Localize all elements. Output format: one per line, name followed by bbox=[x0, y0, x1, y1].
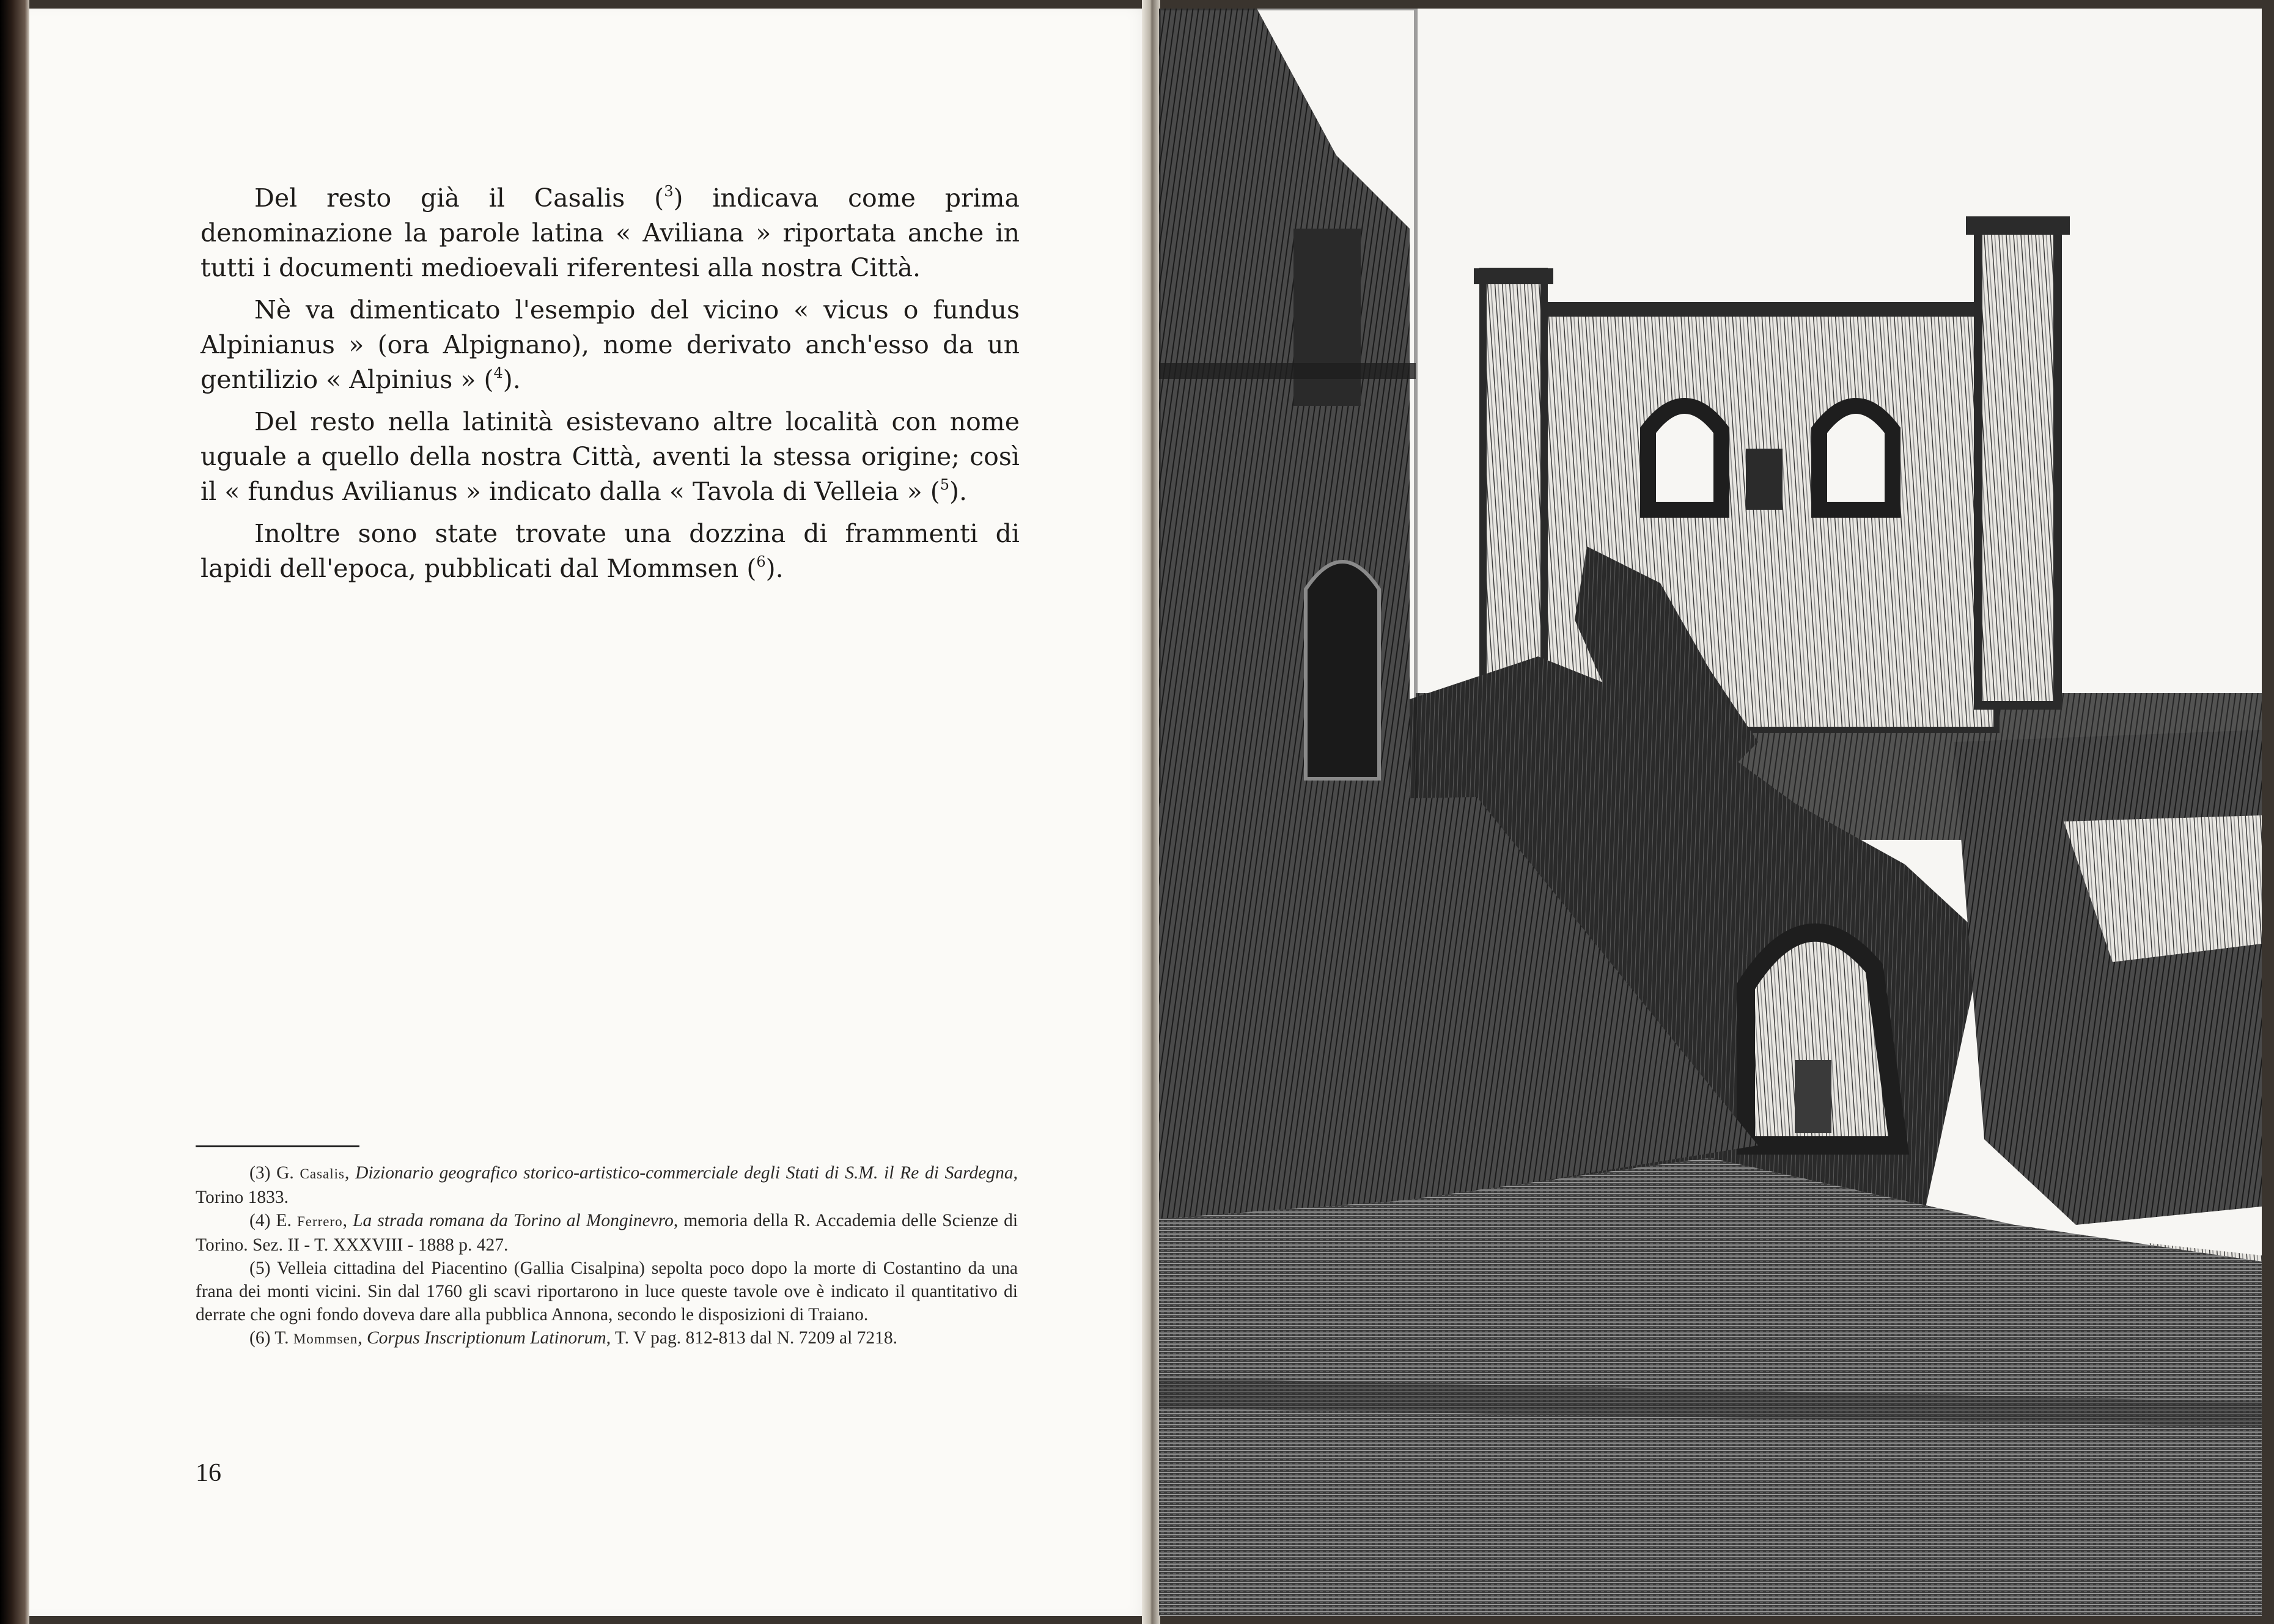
footnote-6: (6) T. Mommsen, Corpus Inscriptionum Latinorum, T. V pag. 812-813 dal N. 7209 al 7218. bbox=[249, 1328, 898, 1348]
central-tower bbox=[1507, 308, 1996, 730]
footnote-divider bbox=[196, 1145, 359, 1147]
work-title: Dizionario geografico storico-artistico-commerciale degli Stati di S.M. il Re di Sardegna bbox=[355, 1163, 1014, 1183]
work-title: Corpus Inscriptionum Latinorum bbox=[366, 1328, 606, 1348]
author-name: Ferrero bbox=[296, 1214, 343, 1229]
author-name: Mommsen bbox=[293, 1331, 358, 1347]
work-title: La strada romana da Torino al Monginevro bbox=[353, 1211, 674, 1230]
paragraph-3: Del resto nella latinità esistevano altre località con nome uguale a quello della nostra Città, aventi la stessa origine; così il « fundus Avilianus » indicato dalla « Tavola di Velleia » ($^5$). bbox=[201, 407, 1020, 506]
arched-window bbox=[1819, 406, 1893, 510]
footnote-ref-5: 5 bbox=[940, 476, 949, 494]
footnote-5: (5) Velleia cittadina del Piacentino (Gallia Cisalpina) sepolta poco dopo la morte di Costantino da una frana dei monti vicini. Sin dal 1760 gli scavi riportarono in luce queste tavole ove è indicato il quantitativo di derrate che ogni fondo doveva dare alla pubblica Annona, secondo le disposizioni di Traiano. bbox=[196, 1258, 1018, 1325]
book-spine bbox=[1142, 0, 1160, 1624]
page-number: 16 bbox=[196, 1459, 221, 1487]
footnote-4: (4) E. Ferrero, La strada romana da Torino al Monginevro, memoria della R. Accademia delle Scienze di Torino. Sez. II - T. XXXVIII - 1888 p. 427. bbox=[196, 1211, 1018, 1255]
body-text bbox=[201, 181, 1020, 593]
castle-ruins-engraving bbox=[1159, 9, 2262, 1616]
footnote-3: (3) G. Casalis, Dizionario geografico storico-artistico-commerciale degli Stati di S.M. il Re di Sardegna, Torino 1833. bbox=[196, 1163, 1018, 1207]
right-tower bbox=[1978, 222, 2058, 705]
right-page bbox=[1159, 9, 2262, 1616]
arched-window bbox=[1648, 406, 1721, 510]
author-name: Casalis bbox=[300, 1166, 345, 1181]
footnote-ref-4: 4 bbox=[493, 364, 503, 382]
left-page bbox=[29, 9, 1155, 1616]
footnote-ref-6: 6 bbox=[756, 553, 766, 571]
paragraph-4: Inoltre sono state trovate una dozzina di frammenti di lapidi dell'epoca, pubblicati dal Mommsen ($^6$). bbox=[201, 519, 1020, 583]
footnote-ref-3: 3 bbox=[664, 183, 674, 200]
scan-edge-shadow bbox=[0, 0, 29, 1624]
footnotes bbox=[196, 1161, 1018, 1351]
paragraph-1: Del resto già il Casalis ($^3$) indicava come prima denominazione la parole latina « Aviliana » riportata anche in tutti i documenti medioevali riferentesi alla nostra Città. bbox=[201, 183, 1020, 282]
paragraph-2: Nè va dimenticato l'esempio del vicino « vicus o fundus Alpinianus » (ora Alpignano), nome derivato anch'esso da un gentilizio « Alpinius » ($^4$). bbox=[201, 295, 1020, 394]
